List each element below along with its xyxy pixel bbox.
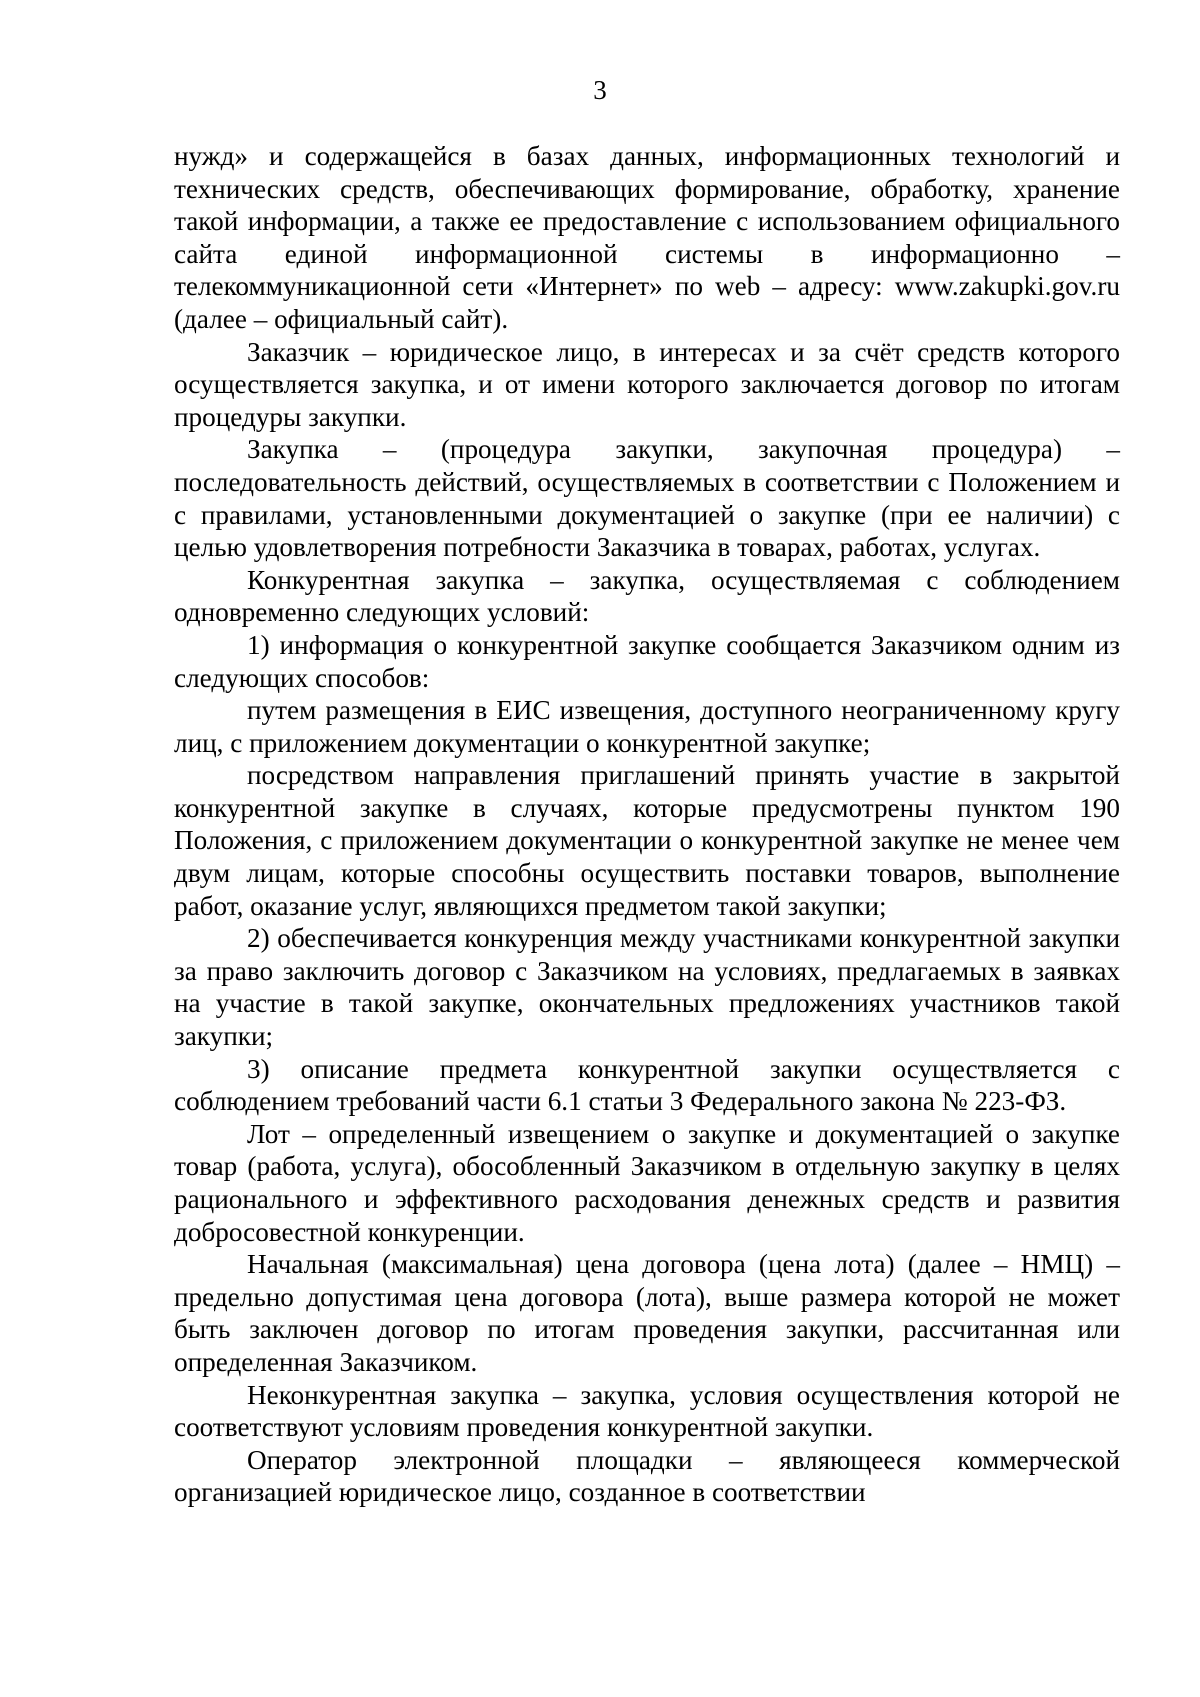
paragraph-method-eis: путем размещения в ЕИС извещения, доступного неограниченному кругу лиц, с приложением документации о конкурентной закупке; bbox=[174, 695, 1120, 758]
paragraph-lot-definition: Лот – определенный извещением о закупке и документацией о закупке товар (работа, услуга), обособленный Заказчиком в отдельную закупку в целях рационального и эффективного расходования денежных средств и развития добросовестной конкуренции. bbox=[174, 1118, 1120, 1247]
paragraph-condition-1: 1) информация о конкурентной закупке сообщается Заказчиком одним из следующих способов: bbox=[174, 629, 1120, 693]
paragraph-konkurentnaya-zakupka-definition: Конкурентная закупка – закупка, осуществляемая с соблюдением одновременно следующих условий: bbox=[174, 564, 1120, 628]
paragraph-zakupka-definition: Закупка – (процедура закупки, закупочная процедура) – последовательность действий, осуществляемых в соответствии с Положением и с правилами, установленными документацией о закупке (при ее наличии) с целью удовлетворения потребности Заказчика в товарах, работах, услугах. bbox=[174, 434, 1120, 563]
paragraph-zakazchik-definition: Заказчик – юридическое лицо, в интересах и за счёт средств которого осуществляется закупка, и от имени которого заключается договор по итогам процедуры закупки. bbox=[174, 336, 1120, 432]
page-number: 3 bbox=[593, 75, 607, 105]
paragraph-nmc-definition: Начальная (максимальная) цена договора (цена лота) (далее – НМЦ) – предельно допустимая цена договора (лота), выше размера которой не может быть заключен договор по итогам проведения закупки, рассчитанная или определенная Заказчиком. bbox=[174, 1249, 1120, 1377]
paragraph-continuation: нужд» и содержащейся в базах данных, информационных технологий и технических средств, обеспечивающих формирование, обработку, хранение такой информации, а также ее предоставление с использованием официального сайта единой информационной системы в информационно – телекоммуникационной сети «Интернет» по web – адресу: www.zakupki.gov.ru (далее – официальный сайт). bbox=[174, 141, 1120, 334]
paragraph-method-invitations: посредством направления приглашений принять участие в закрытой конкурентной закупке в случаях, которые предусмотрены пунктом 190 Положения, с приложением документации о конкурентной закупке не менее чем двум лицам, которые способны осуществить поставки товаров, выполнение работ, оказание услуг, являющихся предметом такой закупки; bbox=[174, 760, 1120, 921]
paragraph-condition-2: 2) обеспечивается конкуренция между участниками конкурентной закупки за право заключить договор с Заказчиком на условиях, предлагаемых в заявках на участие в такой закупке, окончательных предложениях участников такой закупки; bbox=[174, 923, 1120, 1052]
paragraph-nekonkurentnaya-zakupka-definition: Неконкурентная закупка – закупка, условия осуществления которой не соответствуют условиям проведения конкурентной закупки. bbox=[174, 1379, 1120, 1443]
paragraph-condition-3: 3) описание предмета конкурентной закупки осуществляется с соблюдением требований части 6.1 статьи 3 Федерального закона № 223-ФЗ. bbox=[174, 1053, 1120, 1117]
paragraph-operator-definition: Оператор электронной площадки – являющееся коммерческой организацией юридическое лицо, созданное в соответствии bbox=[174, 1444, 1120, 1508]
document-body bbox=[174, 140, 1120, 1509]
